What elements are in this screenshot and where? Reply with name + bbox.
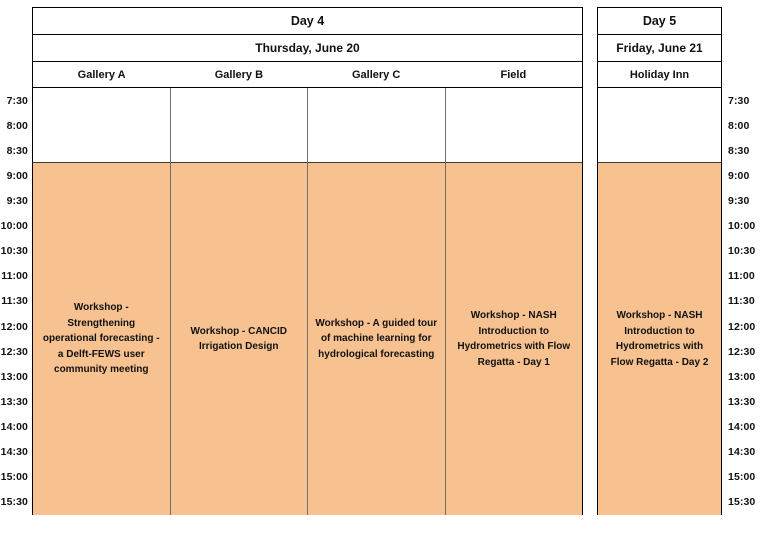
event-title: Workshop - CANCID Irrigation Design	[190, 325, 287, 353]
column-gallery-b	[171, 88, 309, 515]
time-label: 9:00	[728, 169, 750, 182]
time-label: 7:30	[728, 94, 750, 107]
time-label: 8:30	[6, 144, 28, 157]
time-label: 8:00	[6, 119, 28, 132]
venue-header-gallery-a: Gallery A	[77, 68, 126, 81]
day5-date-title: Friday, June 21	[616, 41, 703, 55]
time-gutter-left	[0, 88, 32, 515]
time-label: 14:00	[728, 420, 756, 433]
free-slot-gallery-b	[171, 88, 308, 163]
time-label: 9:00	[6, 169, 28, 182]
free-slot-field	[446, 88, 583, 163]
time-label: 9:30	[6, 194, 28, 207]
time-label: 7:30	[6, 94, 28, 107]
venue-header-gallery-b: Gallery B	[214, 68, 264, 81]
venue-header-field: Field	[500, 68, 527, 81]
day4-body-grid	[33, 88, 582, 515]
event-block-gallery-a[interactable]	[33, 163, 170, 515]
day5-day-title: Day 5	[642, 14, 677, 28]
day4-venue-header-row	[33, 62, 582, 88]
time-label: 10:30	[728, 245, 756, 258]
time-label: 9:30	[728, 194, 750, 207]
time-label: 13:30	[728, 395, 756, 408]
venue-header-holiday-inn: Holiday Inn	[629, 68, 690, 81]
schedule-table-day5	[597, 7, 722, 515]
day5-venue-header-row	[598, 62, 721, 88]
day5-body-grid	[598, 88, 721, 515]
time-label: 11:30	[728, 295, 755, 308]
time-label: 11:00	[1, 270, 28, 283]
column-holiday-inn	[598, 88, 721, 515]
time-label: 13:00	[0, 370, 28, 383]
time-label: 12:30	[0, 345, 28, 358]
event-title: Workshop - Strengthening operational forecasting - a Delft-FEWS user community meeting	[42, 302, 160, 376]
time-label: 14:00	[0, 420, 28, 433]
event-title: Workshop - A guided tour of machine learning for hydrological forecasting	[315, 317, 438, 360]
event-block-gallery-b[interactable]	[171, 163, 308, 515]
event-block-holiday-inn[interactable]	[598, 163, 721, 515]
schedule-table-day4	[32, 7, 583, 515]
free-slot-gallery-a	[33, 88, 170, 163]
column-gallery-c	[308, 88, 446, 515]
day4-day-title: Day 4	[290, 14, 325, 28]
event-block-field[interactable]	[446, 163, 583, 515]
day5-day-header-row	[598, 8, 721, 35]
time-label: 15:00	[728, 471, 756, 484]
event-block-gallery-c[interactable]	[308, 163, 445, 515]
event-title: Workshop - NASH Introduction to Hydrometrics with Flow Regatta - Day 2	[610, 310, 709, 368]
column-field	[446, 88, 583, 515]
day4-date-title: Thursday, June 20	[255, 41, 360, 55]
time-label: 15:30	[0, 496, 28, 509]
time-label: 14:30	[728, 446, 756, 459]
time-gutter-right	[722, 88, 768, 515]
time-label: 10:30	[0, 245, 28, 258]
day4-day-header-row	[33, 8, 582, 35]
venue-header-gallery-c: Gallery C	[351, 68, 401, 81]
time-label: 10:00	[728, 220, 756, 233]
time-label: 15:30	[728, 496, 756, 509]
time-label: 8:30	[728, 144, 750, 157]
free-slot-gallery-c	[308, 88, 445, 163]
time-label: 12:00	[0, 320, 28, 333]
day4-date-header-row	[33, 35, 582, 62]
time-label: 12:00	[728, 320, 756, 333]
time-label: 12:30	[728, 345, 756, 358]
time-label: 11:30	[1, 295, 28, 308]
time-label: 11:00	[728, 270, 755, 283]
time-label: 13:30	[0, 395, 28, 408]
time-label: 8:00	[728, 119, 750, 132]
time-label: 15:00	[0, 471, 28, 484]
time-label: 14:30	[0, 446, 28, 459]
column-gallery-a	[33, 88, 171, 515]
time-label: 13:00	[728, 370, 756, 383]
event-title: Workshop - NASH Introduction to Hydrometrics with Flow Regatta - Day 1	[457, 310, 571, 368]
time-label: 10:00	[0, 220, 28, 233]
free-slot-holiday-inn	[598, 88, 721, 163]
day5-date-header-row	[598, 35, 721, 62]
